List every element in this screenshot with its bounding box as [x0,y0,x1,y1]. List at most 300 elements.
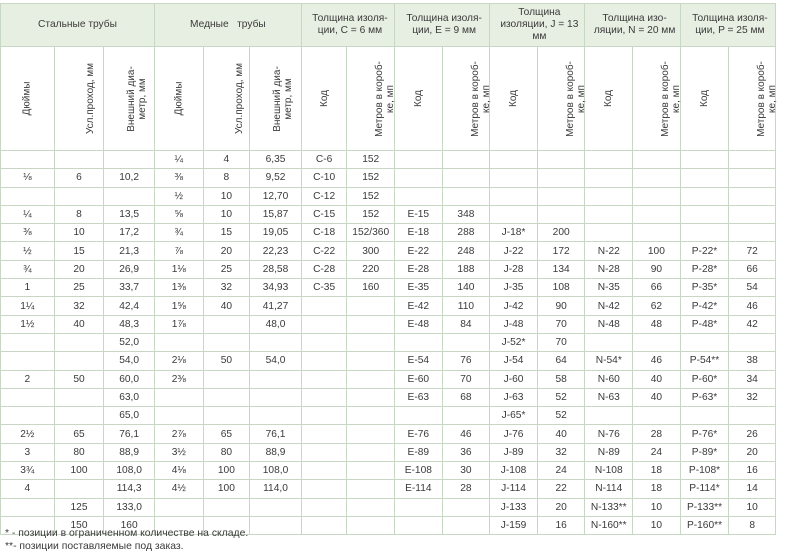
table-cell [633,333,681,351]
table-cell: 1¼ [1,297,55,315]
table-cell: 34,93 [250,279,302,297]
table-cell [301,370,347,388]
table-cell: P-35* [680,279,729,297]
table-cell: 22,23 [250,242,302,260]
table-cell [54,352,104,370]
table-cell [347,498,395,516]
table-cell [490,187,538,205]
table-cell: 80 [203,443,250,461]
table-cell [301,315,347,333]
sub-c-meters [347,47,395,151]
table-cell [154,388,203,406]
table-cell: P-133** [680,498,729,516]
header-insulation-j [490,4,585,47]
table-cell [1,151,55,169]
table-cell: 16 [537,516,585,534]
sub-p-meters-label [756,61,778,137]
table-cell: 52 [537,407,585,425]
table-cell: P-89* [680,443,729,461]
table-cell [154,498,203,516]
table-cell: 220 [347,260,395,278]
table-row [1,297,776,315]
table-cell: E-60 [395,370,443,388]
table-cell: 152 [347,205,395,223]
table-cell: J-133 [490,498,538,516]
table-cell: 66 [633,279,681,297]
table-cell: 30 [442,462,490,480]
table-cell: E-48 [395,315,443,333]
table-cell [729,169,776,187]
table-cell: 1½ [1,315,55,333]
table-cell [54,151,104,169]
table-cell [347,425,395,443]
table-cell [347,462,395,480]
table-cell: 108,0 [104,462,155,480]
table-cell: 65 [54,425,104,443]
table-cell [490,205,538,223]
table-cell: 20 [537,498,585,516]
table-cell: J-159 [490,516,538,534]
table-row [1,169,776,187]
table-cell: 24 [537,462,585,480]
table-cell: 76,1 [250,425,302,443]
table-cell: C-6 [301,151,347,169]
table-cell: 8 [54,205,104,223]
table-cell: 58 [537,370,585,388]
table-cell: 150 [54,516,104,534]
table-cell [442,407,490,425]
table-cell: 1 [1,279,55,297]
table-row [1,333,776,351]
table-cell: E-89 [395,443,443,461]
table-cell: N-160** [585,516,633,534]
table-cell: 42,4 [104,297,155,315]
table-cell: J-89 [490,443,538,461]
table-cell [585,333,633,351]
table-cell [203,370,250,388]
table-cell: 100 [203,480,250,498]
table-cell: 68 [442,388,490,406]
sub-n-meters-label [660,61,682,137]
table-row [1,205,776,223]
table-cell [203,315,250,333]
table-cell: 90 [537,297,585,315]
table-cell: 52 [537,388,585,406]
table-cell: J-63 [490,388,538,406]
table-cell: ¼ [154,151,203,169]
table-cell: ⅛ [1,169,55,187]
table-cell: 66 [729,260,776,278]
table-cell: 4½ [154,480,203,498]
table-cell: 36 [442,443,490,461]
table-cell: E-63 [395,388,443,406]
table-cell: 90 [633,260,681,278]
table-cell: ⅝ [154,205,203,223]
table-row [1,315,776,333]
table-cell: 24 [633,443,681,461]
table-row [1,242,776,260]
table-cell: 188 [442,260,490,278]
table-cell: P-28* [680,260,729,278]
table-cell: 114,3 [104,480,155,498]
table-cell: J-48 [490,315,538,333]
table-cell: P-108* [680,462,729,480]
table-cell [680,205,729,223]
table-cell [442,169,490,187]
table-cell: 8 [729,516,776,534]
table-cell [301,388,347,406]
table-cell [301,352,347,370]
table-cell: 348 [442,205,490,223]
table-cell [537,151,585,169]
table-cell: ⅜ [154,169,203,187]
table-cell: 3¾ [1,462,55,480]
table-cell: 125 [54,498,104,516]
table-cell: 108 [537,279,585,297]
table-cell [54,480,104,498]
table-cell [347,407,395,425]
table-cell: 32 [203,279,250,297]
table-cell: N-48 [585,315,633,333]
table-cell [729,205,776,223]
table-cell: 4 [203,151,250,169]
sub-e-meters-label-2: ке, мп [480,84,492,113]
table-cell [301,498,347,516]
table-cell [301,443,347,461]
table-cell: 100 [203,462,250,480]
table-row [1,260,776,278]
table-cell [585,169,633,187]
table-cell: 12,70 [250,187,302,205]
table-cell: E-114 [395,480,443,498]
table-cell: 140 [442,279,490,297]
table-cell: P-114* [680,480,729,498]
table-cell: 70 [537,333,585,351]
table-cell [154,407,203,425]
table-cell [54,333,104,351]
table-cell: 21,3 [104,242,155,260]
table-cell: N-22 [585,242,633,260]
sub-j-meters-label-1: Метров в короб- [564,60,576,137]
sub-e-meters-label [470,61,492,137]
header-copper-pipes: Медные трубы [154,4,301,47]
table-cell [395,169,443,187]
table-cell: 42 [729,315,776,333]
table-cell [1,407,55,425]
sub-c-meters-label [374,61,396,137]
table-cell: 46 [729,297,776,315]
table-cell: 10 [203,205,250,223]
table-cell: J-35 [490,279,538,297]
table-cell: 48,0 [250,315,302,333]
table-cell [633,407,681,425]
table-cell: 2⅞ [154,425,203,443]
table-cell: ⅜ [1,224,55,242]
sub-c-code-label: Код [318,89,330,108]
table-cell [680,151,729,169]
sub-j-code [490,47,538,151]
sub-copper-outer-label [272,66,294,132]
table-cell: 9,52 [250,169,302,187]
table-cell: N-60 [585,370,633,388]
table-cell: 20 [729,443,776,461]
sub-p-meters [729,47,779,151]
table-cell [347,388,395,406]
table-cell [490,151,538,169]
table-row [1,480,776,498]
sub-p-code-label: Код [699,89,711,108]
sub-steel-inches-label: Дюймы [21,81,33,116]
table-cell: 152 [347,169,395,187]
table-cell [729,224,776,242]
table-cell: 32 [729,388,776,406]
table-cell [680,187,729,205]
table-cell [537,169,585,187]
table-cell [395,187,443,205]
table-cell: 52,0 [104,333,155,351]
table-cell: 13,5 [104,205,155,223]
table-cell [203,333,250,351]
table-cell [250,370,302,388]
footnotes [5,527,248,553]
header-group-row [1,4,776,47]
sub-p-meters-label-1: Метров в короб- [756,60,768,137]
table-cell: ¾ [1,260,55,278]
sub-j-meters [537,47,585,151]
table-cell: E-54 [395,352,443,370]
sub-c-meters-label-2: ке, мп [385,84,397,113]
table-cell: 10 [729,498,776,516]
table-cell [395,151,443,169]
table-cell: 76 [442,352,490,370]
table-cell [203,498,250,516]
table-cell: 15 [54,242,104,260]
sub-copper-nominal [203,47,250,151]
table-cell: C-35 [301,279,347,297]
table-cell: 172 [537,242,585,260]
footnote-on-order: **- позиции поставляемые под заказ. [5,541,184,552]
table-cell [250,516,302,534]
sub-steel-nominal [54,47,104,151]
table-cell: ½ [154,187,203,205]
table-cell: P-48* [680,315,729,333]
sub-e-meters [442,47,490,151]
header-insulation-n-text: Толщина изо-ляции, N = 20 мм [593,13,676,36]
table-cell: 100 [633,242,681,260]
table-cell: 6 [54,169,104,187]
table-cell [537,205,585,223]
table-cell: 48,3 [104,315,155,333]
table-cell: E-35 [395,279,443,297]
sub-steel-inches [1,47,55,151]
table-row [1,425,776,443]
table-cell [633,224,681,242]
table-cell [680,333,729,351]
table-cell: 54 [729,279,776,297]
table-cell: 50 [54,370,104,388]
table-cell: 65 [203,425,250,443]
sub-copper-nominal-label: Усл.проход, мм [233,62,245,135]
table-cell [301,516,347,534]
table-cell [729,151,776,169]
table-cell: 26 [729,425,776,443]
sub-steel-outer-label-1: Внешний диа- [126,65,138,132]
table-cell: 25 [54,279,104,297]
table-cell: ¾ [154,224,203,242]
table-cell: 134 [537,260,585,278]
table-cell: J-28 [490,260,538,278]
table-row [1,224,776,242]
table-cell [203,388,250,406]
table-cell: 10 [633,516,681,534]
header-insulation-c [301,4,394,47]
header-insulation-n [585,4,680,47]
table-cell [585,151,633,169]
table-cell: 160 [347,279,395,297]
table-cell: P-76* [680,425,729,443]
table-cell: 2⅛ [154,352,203,370]
table-cell: 200 [537,224,585,242]
table-cell: ¼ [1,205,55,223]
table-cell: C-18 [301,224,347,242]
table-cell: 28 [442,480,490,498]
table-cell: C-10 [301,169,347,187]
table-cell [104,187,155,205]
table-cell: ⅞ [154,242,203,260]
table-cell: N-108 [585,462,633,480]
table-cell [585,205,633,223]
table-cell: 152 [347,151,395,169]
table-cell [54,388,104,406]
table-cell: 40 [633,370,681,388]
table-cell: 10 [203,187,250,205]
table-cell [442,498,490,516]
table-cell [680,224,729,242]
table-cell: N-54* [585,352,633,370]
table-cell [729,407,776,425]
table-cell: 288 [442,224,490,242]
table-cell: 114,0 [250,480,302,498]
table-cell: P-54** [680,352,729,370]
sub-copper-outer-label-2: метр, мм [282,77,294,120]
table-cell: E-28 [395,260,443,278]
table-cell [347,480,395,498]
table-cell [680,407,729,425]
table-cell [633,205,681,223]
table-cell [301,462,347,480]
sub-n-code [585,47,633,151]
table-cell [301,297,347,315]
table-cell: J-114 [490,480,538,498]
sub-n-code-label: Код [603,89,615,108]
header-insulation-p [680,4,775,47]
table-cell: 18 [633,462,681,480]
sub-n-meters-label-1: Метров в короб- [659,60,671,137]
table-row [1,370,776,388]
table-cell: J-18* [490,224,538,242]
table-cell: 160 [104,516,155,534]
table-cell [585,187,633,205]
table-body [1,151,776,535]
sub-e-meters-label-1: Метров в короб- [469,60,481,137]
table-cell [104,151,155,169]
table-row [1,151,776,169]
table-cell: 50 [203,352,250,370]
sub-copper-outer [250,47,302,151]
table-cell: 88,9 [104,443,155,461]
table-cell: 25 [203,260,250,278]
table-cell: 17,2 [104,224,155,242]
table-cell [585,224,633,242]
table-cell: 248 [442,242,490,260]
sub-steel-outer [104,47,155,151]
table-cell [347,297,395,315]
sub-steel-outer-label [126,66,148,132]
table-cell: 152 [347,187,395,205]
table-cell [203,407,250,425]
table-cell: C-22 [301,242,347,260]
table-cell: N-76 [585,425,633,443]
table-cell: E-108 [395,462,443,480]
table-cell [585,407,633,425]
table-cell: J-76 [490,425,538,443]
pipe-insulation-table [0,3,779,535]
table-cell: 19,05 [250,224,302,242]
table-cell: 2⅜ [154,370,203,388]
table-cell: 4 [1,480,55,498]
table-cell: 41,27 [250,297,302,315]
table-cell: P-60* [680,370,729,388]
table-cell: 2½ [1,425,55,443]
table-cell: N-28 [585,260,633,278]
table-cell: P-42* [680,297,729,315]
table-cell: 84 [442,315,490,333]
table-cell [347,370,395,388]
table-cell: 54,0 [104,352,155,370]
table-cell [1,498,55,516]
table-cell: E-76 [395,425,443,443]
table-cell: 8 [203,169,250,187]
sub-n-meters [633,47,681,151]
table-cell: 15,87 [250,205,302,223]
table-cell [1,388,55,406]
table-cell: 110 [442,297,490,315]
table-cell [347,516,395,534]
table-cell [154,333,203,351]
table-cell: 65,0 [104,407,155,425]
table-cell: N-35 [585,279,633,297]
sub-e-code-label: Код [412,89,424,108]
table-cell: 88,9 [250,443,302,461]
table-row [1,352,776,370]
table-row [1,187,776,205]
table-cell: 32 [54,297,104,315]
table-cell: 15 [203,224,250,242]
table-cell [633,151,681,169]
table-cell [301,407,347,425]
table-cell: 108,0 [250,462,302,480]
table-cell [490,169,538,187]
table-cell: J-52* [490,333,538,351]
table-cell: N-63 [585,388,633,406]
table-cell: 1⅞ [154,315,203,333]
table-cell: 3 [1,443,55,461]
sub-copper-inches [154,47,203,151]
table-cell: ½ [1,242,55,260]
table-cell: 16 [729,462,776,480]
table-cell: 152/360 [347,224,395,242]
table-cell: C-12 [301,187,347,205]
